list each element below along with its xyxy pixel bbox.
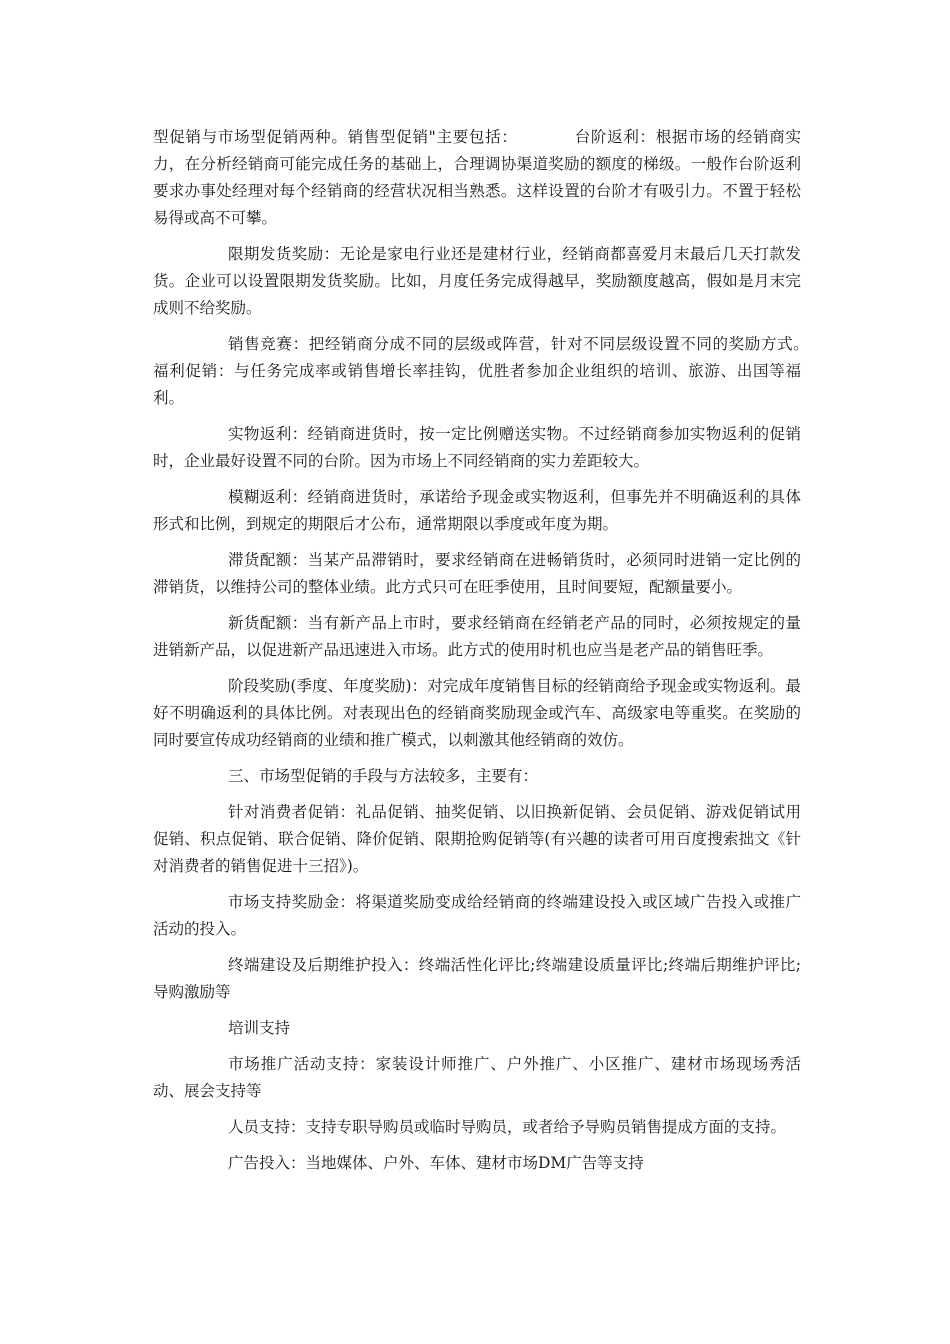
paragraph-new-goods-quota: 新货配额：当有新产品上市时，要求经销商在经销老产品的同时，必须按规定的量进销新产品，以促进新产品迅速进入市场。此方式的使用时机也应当是老产品的销售旺季。 [153,614,801,659]
paragraph-advertising-investment: 广告投入：当地媒体、户外、车体、建材市场DM广告等支持 [228,1154,644,1172]
document-body [153,124,848,1186]
paragraph-sales-promotion-intro: 型促销与市场型促销两种。销售型促销"主要包括： 台阶返利：根据市场的经销商实力，在分析经销商可能完成任务的基础上，合理调协渠道奖励的额度的梯级。一般作台阶返利要求办事处经理对每个经销商的经营状况相当熟悉。这样设置的台阶才有吸引力。不置于轻松易得或高不可攀。 [153,128,801,227]
paragraph-deadline-shipment-reward: 限期发货奖励：无论是家电行业还是建材行业，经销商都喜爱月末最后几天打款发货。企业可以设置限期发货奖励。比如，月度任务完成得越早，奖励额度越高，假如是月末完成则不给奖励。 [153,245,801,317]
paragraph-stage-reward: 阶段奖励(季度、年度奖励)：对完成年度销售目标的经销商给予现金或实物返利。最好不明确返利的具体比例。对表现出色的经销商奖励现金或汽车、高级家电等重奖。在奖励的同时要宣传成功经销商的业绩和推广模式，以刺激其他经销商的效仿。 [153,677,801,749]
paragraph-vague-rebate: 模糊返利：经销商进货时，承诺给予现金或实物返利，但事先并不明确返利的具体形式和比例，到规定的期限后才公布，通常期限以季度或年度为期。 [153,488,801,533]
paragraph-market-support-fund: 市场支持奖励金：将渠道奖励变成给经销商的终端建设投入或区域广告投入或推广活动的投入。 [153,893,801,938]
paragraph-consumer-promotion: 针对消费者促销：礼品促销、抽奖促销、以旧换新促销、会员促销、游戏促销试用促销、积点促销、联合促销、降价促销、限期抢购促销等(有兴趣的读者可用百度搜索拙文《针对消费者的销售促进十三招》)。 [153,803,801,875]
paragraph-terminal-construction: 终端建设及后期维护投入：终端活性化评比;终端建设质量评比;终端后期维护评比;导购激励等 [153,956,801,1001]
paragraph-in-kind-rebate: 实物返利：经销商进货时，按一定比例赠送实物。不过经销商参加实物返利的促销时，企业最好设置不同的台阶。因为市场上不同经销商的实力差距较大。 [153,425,801,470]
paragraph-staff-support: 人员支持：支持专职导购员或临时导购员，或者给予导购员销售提成方面的支持。 [228,1118,787,1136]
paragraph-slow-goods-quota: 滞货配额：当某产品滞销时，要求经销商在进畅销货时，必须同时进销一定比例的滞销货，以维持公司的整体业绩。此方式只可在旺季使用，且时间要短，配额量要小。 [153,551,801,596]
paragraph-sales-competition: 销售竞赛：把经销商分成不同的层级或阵营，针对不同层级设置不同的奖励方式。 福利促销：与任务完成率或销售增长率挂钩，优胜者参加企业组织的培训、旅游、出国等福利。 [153,335,848,407]
paragraph-promotion-activity-support: 市场推广活动支持：家装设计师推广、户外推广、小区推广、建材市场现场秀活动、展会支持等 [153,1055,801,1100]
paragraph-market-promotion-heading: 三、市场型促销的手段与方法较多，主要有： [228,767,539,785]
paragraph-training-support: 培训支持 [228,1019,291,1037]
